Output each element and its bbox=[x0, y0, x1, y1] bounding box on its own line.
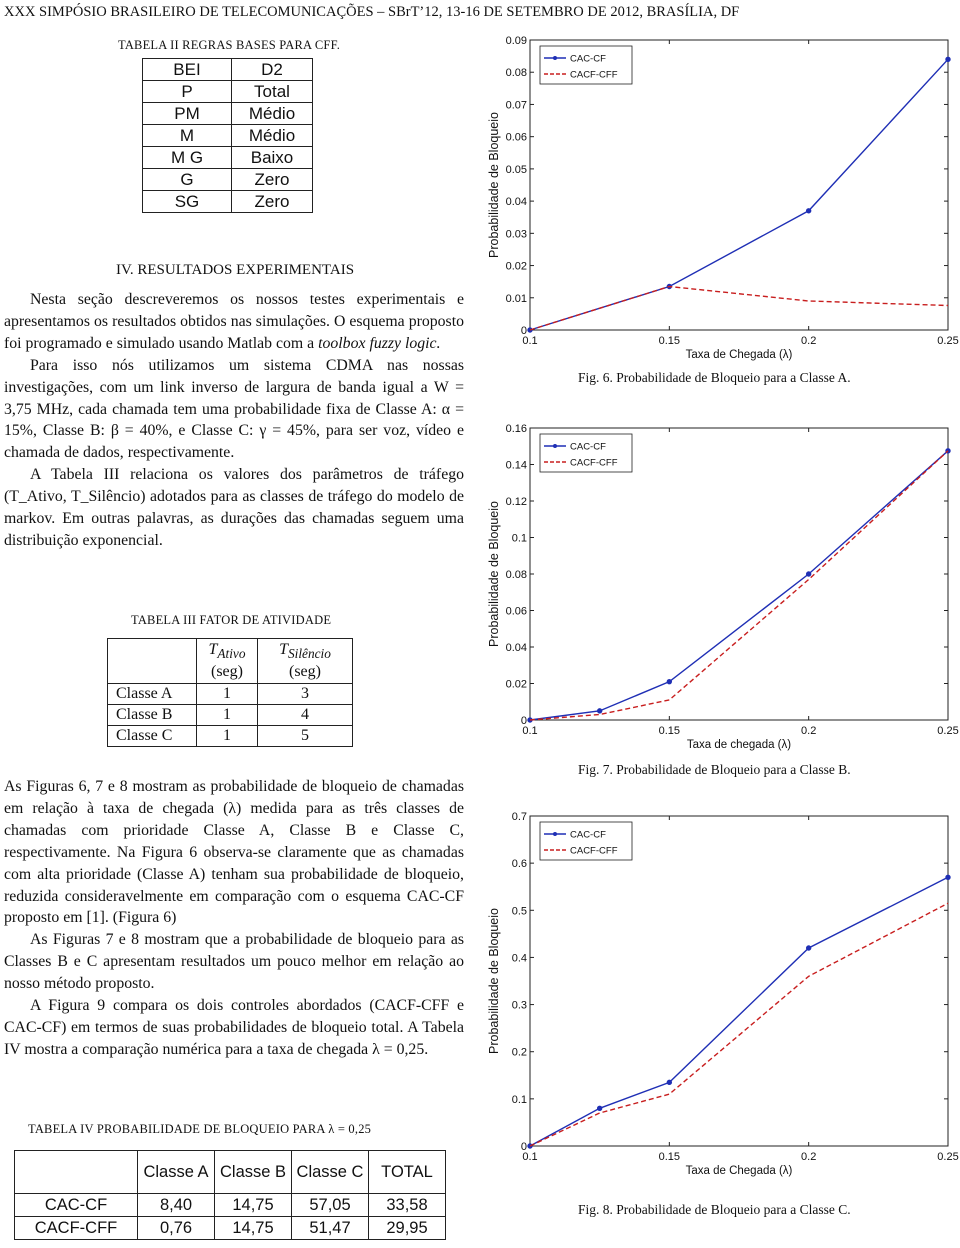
table-cell: Baixo bbox=[232, 147, 313, 169]
x-tick-label: 0.1 bbox=[522, 725, 538, 737]
data-point bbox=[597, 709, 601, 713]
y-tick-label: 0.08 bbox=[505, 569, 527, 581]
paragraph-text: Nesta seção descreveremos os nossos testes experimentais e apresentamos os resultados obtidos nas simulações. O esquema proposto foi programado e simulado usando Matlab com a bbox=[4, 291, 464, 352]
paragraph: A Tabela III relaciona os valores dos parâmetros de tráfego (T_Ativo, T_Silêncio) adotados para as classes de tráfego do modelo de markov. Em outras palavras, as durações das chamadas seguem uma distribuição exponencial. bbox=[4, 466, 464, 549]
table-header-row bbox=[108, 639, 353, 684]
x-axis-label: Taxa de Chegada (λ) bbox=[685, 1165, 793, 1177]
y-tick-label: 0.14 bbox=[505, 459, 527, 472]
table-cell: PM bbox=[143, 103, 232, 125]
x-tick-label: 0.15 bbox=[658, 725, 681, 737]
paragraph-emphasis: toolbox fuzzy logic. bbox=[318, 334, 441, 352]
plot-frame bbox=[530, 816, 948, 1146]
y-tick-label: 0.1 bbox=[511, 1093, 527, 1106]
header-unit: (seg) bbox=[289, 662, 321, 680]
table-row bbox=[108, 684, 353, 705]
table-row bbox=[143, 81, 313, 103]
y-tick-label: 0.02 bbox=[505, 678, 527, 691]
data-point bbox=[667, 1080, 671, 1084]
table4-caption: TABELA IV PROBABILIDADE DE BLOQUEIO PARA λ = 0,25 bbox=[28, 1122, 372, 1136]
x-tick-label: 0.25 bbox=[937, 725, 959, 737]
y-tick-label: 0.05 bbox=[505, 163, 527, 176]
legend-label: CAC-CF bbox=[570, 829, 606, 841]
table-cell: 1 bbox=[197, 726, 258, 747]
y-tick-label: 0.08 bbox=[505, 67, 527, 80]
table-cell: Classe A bbox=[108, 684, 197, 705]
table-cell: 3 bbox=[258, 684, 353, 705]
x-tick-label: 0.2 bbox=[801, 725, 817, 737]
table-cell: Classe A bbox=[138, 1151, 215, 1194]
x-tick-label: 0.2 bbox=[801, 1151, 817, 1163]
table-cell: 0,76 bbox=[138, 1217, 215, 1240]
table-cell: TOTAL bbox=[369, 1151, 446, 1194]
data-point bbox=[946, 57, 950, 61]
y-tick-label: 0.02 bbox=[505, 260, 527, 273]
table-cell: P bbox=[143, 81, 232, 103]
y-tick-label: 0.4 bbox=[511, 952, 527, 965]
table-row bbox=[143, 191, 313, 213]
figure-7-chart bbox=[484, 420, 960, 760]
legend-marker bbox=[553, 444, 557, 448]
x-tick-label: 0.25 bbox=[937, 335, 959, 347]
table-cell: 8,40 bbox=[138, 1194, 215, 1217]
table-cell bbox=[108, 639, 197, 684]
y-axis-label: Probabilidade de Bloqueio bbox=[487, 908, 501, 1054]
x-tick-label: 0.15 bbox=[658, 1151, 681, 1163]
y-tick-label: 0 bbox=[520, 1141, 527, 1153]
table-cell: 1 bbox=[197, 705, 258, 726]
table-row bbox=[15, 1194, 446, 1217]
y-axis-label: Probabilidade de Bloqueio bbox=[487, 501, 501, 647]
table-row bbox=[143, 147, 313, 169]
legend-label: CAC-CF bbox=[570, 53, 606, 65]
y-tick-label: 0.2 bbox=[511, 1046, 527, 1059]
table-cell: CAC-CF bbox=[15, 1194, 138, 1217]
y-tick-label: 0.06 bbox=[505, 131, 527, 144]
table-cell: Classe B bbox=[108, 705, 197, 726]
table3-caption: TABELA III FATOR DE ATIVIDADE bbox=[131, 613, 332, 627]
paragraph: Para isso nós utilizamos um sistema CDMA nas nossas investigações, com um link inverso de largura de banda igual a W = 3,75 MHz, cada chamada tem uma probabilidade fixa de Classe A: α = 15%, Classe B: β = 40%, e Classe C: γ = 45%, para ser voz, vídeo e chamada de dados, respectivamente. bbox=[4, 356, 464, 462]
table-cell: M bbox=[143, 125, 232, 147]
data-point bbox=[946, 875, 950, 879]
y-tick-label: 0.1 bbox=[511, 532, 527, 545]
table-cell: G bbox=[143, 169, 232, 191]
table-row bbox=[143, 169, 313, 191]
table-row bbox=[108, 726, 353, 747]
table-header-cell bbox=[197, 639, 258, 684]
table-row bbox=[143, 125, 313, 147]
table4 bbox=[14, 1150, 446, 1240]
table-cell: 5 bbox=[258, 726, 353, 747]
paragraph: A Figura 9 compara os dois controles abordados (CACF-CFF e CAC-CF) em termos de suas probabilidades de bloqueio total. A Tabela IV mostra a comparação numérica para a taxa de chegada λ = 0,25. bbox=[4, 997, 464, 1058]
figure-6-caption: Fig. 6. Probabilidade de Bloqueio para a Classe A. bbox=[578, 370, 851, 385]
legend-label: CAC-CF bbox=[570, 441, 606, 453]
table-cell: Médio bbox=[232, 125, 313, 147]
y-tick-label: 0.04 bbox=[505, 196, 527, 209]
y-tick-label: 0.03 bbox=[505, 228, 527, 241]
x-tick-label: 0.2 bbox=[801, 335, 817, 347]
data-point bbox=[597, 1106, 601, 1110]
data-point bbox=[667, 679, 671, 683]
section-title: IV. RESULTADOS EXPERIMENTAIS bbox=[116, 262, 355, 278]
table-header-row bbox=[15, 1151, 446, 1194]
table-cell: M G bbox=[143, 147, 232, 169]
x-tick-label: 0.25 bbox=[937, 1151, 959, 1163]
y-axis-label: Probabilidade de Bloqueio bbox=[487, 112, 501, 258]
legend-label: CACF-CFF bbox=[570, 845, 618, 857]
header-symbol: T bbox=[279, 641, 288, 659]
table-row bbox=[15, 1217, 446, 1240]
table-cell: BEI bbox=[143, 59, 232, 81]
table2-caption: TABELA II REGRAS BASES PARA CFF. bbox=[118, 38, 341, 52]
figure-6-chart bbox=[484, 32, 960, 368]
header-subscript: Ativo bbox=[217, 646, 246, 662]
table-cell: 14,75 bbox=[215, 1217, 292, 1240]
y-tick-label: 0 bbox=[520, 715, 527, 727]
table-cell: SG bbox=[143, 191, 232, 213]
table-cell: Zero bbox=[232, 191, 313, 213]
table-header-row bbox=[143, 59, 313, 81]
legend-label: CACF-CFF bbox=[570, 69, 618, 81]
y-tick-label: 0.07 bbox=[505, 99, 527, 112]
x-tick-label: 0.1 bbox=[522, 1151, 538, 1163]
paragraph bbox=[4, 289, 464, 355]
table-cell: Médio bbox=[232, 103, 313, 125]
y-tick-label: 0.5 bbox=[511, 905, 527, 918]
x-axis-label: Taxa de chegada (λ) bbox=[686, 739, 792, 751]
table-cell bbox=[15, 1151, 138, 1194]
table-cell: Classe B bbox=[215, 1151, 292, 1194]
running-header: XXX SIMPÓSIO BRASILEIRO DE TELECOMUNICAÇÕES – SBrT’12, 13-16 DE SETEMBRO DE 2012, BRASÍLIA, DF bbox=[4, 4, 740, 20]
x-tick-label: 0.15 bbox=[658, 335, 681, 347]
x-axis-label: Taxa de Chegada (λ) bbox=[685, 349, 793, 361]
data-point bbox=[806, 572, 810, 576]
table-cell: 33,58 bbox=[369, 1194, 446, 1217]
data-point bbox=[806, 946, 810, 950]
table-cell: 57,05 bbox=[292, 1194, 369, 1217]
y-tick-label: 0.12 bbox=[505, 496, 527, 508]
table-cell: 29,95 bbox=[369, 1217, 446, 1240]
legend-marker bbox=[553, 832, 557, 836]
table-row bbox=[143, 103, 313, 125]
y-tick-label: 0.09 bbox=[505, 35, 527, 47]
table-header-cell bbox=[258, 639, 353, 684]
y-tick-label: 0.06 bbox=[505, 605, 527, 618]
paragraph: As Figuras 7 e 8 mostram que a probabilidade de bloqueio para as Classes B e C apresentam resultados um pouco melhor em relação ao nosso método proposto. bbox=[4, 931, 464, 993]
header-subscript: Silêncio bbox=[287, 646, 331, 662]
y-tick-label: 0.04 bbox=[505, 642, 527, 654]
legend-label: CACF-CFF bbox=[570, 457, 618, 469]
table-cell: Classe C bbox=[108, 726, 197, 747]
table2 bbox=[142, 58, 313, 213]
y-tick-label: 0 bbox=[520, 325, 527, 337]
table-cell: 51,47 bbox=[292, 1217, 369, 1240]
body-text-lower bbox=[4, 776, 464, 1061]
body-text-upper bbox=[4, 289, 464, 552]
table-cell: 4 bbox=[258, 705, 353, 726]
table-cell: 14,75 bbox=[215, 1194, 292, 1217]
header-symbol: T bbox=[208, 641, 218, 659]
table-cell: Total bbox=[232, 81, 313, 103]
y-tick-label: 0.6 bbox=[511, 858, 527, 871]
header-unit: (seg) bbox=[211, 662, 243, 680]
y-tick-label: 0.7 bbox=[511, 811, 527, 823]
paragraph: As Figuras 6, 7 e 8 mostram as probabilidade de bloqueio de chamadas em relação à taxa de chegada (λ) medida para as três classes de chamadas com prioridade Classe A, Classe B e Classe C, respectivamente. Na Figura 6 observa-se claramente que as chamadas com alta prioridade (Classe A) tenham sua probabilidade de bloqueio, reduzida consideravelmente em comparação com o esquema CAC-CF proposto em [1]. (Figura 6) bbox=[4, 778, 464, 927]
table3 bbox=[107, 638, 353, 747]
table-cell: Classe C bbox=[292, 1151, 369, 1194]
y-tick-label: 0.16 bbox=[505, 423, 527, 435]
y-tick-label: 0.01 bbox=[505, 292, 527, 305]
figure-7-caption: Fig. 7. Probabilidade de Bloqueio para a Classe B. bbox=[578, 762, 851, 777]
figure-8-caption: Fig. 8. Probabilidade de Bloqueio para a Classe C. bbox=[578, 1202, 851, 1217]
table-cell: D2 bbox=[232, 59, 313, 81]
data-point bbox=[806, 209, 810, 213]
table-row bbox=[108, 705, 353, 726]
table-cell: 1 bbox=[197, 684, 258, 705]
figure-8-chart bbox=[484, 808, 960, 1188]
table-cell: CACF-CFF bbox=[15, 1217, 138, 1240]
y-tick-label: 0.3 bbox=[511, 999, 527, 1012]
legend-marker bbox=[553, 56, 557, 60]
table-cell: Zero bbox=[232, 169, 313, 191]
x-tick-label: 0.1 bbox=[522, 335, 538, 347]
